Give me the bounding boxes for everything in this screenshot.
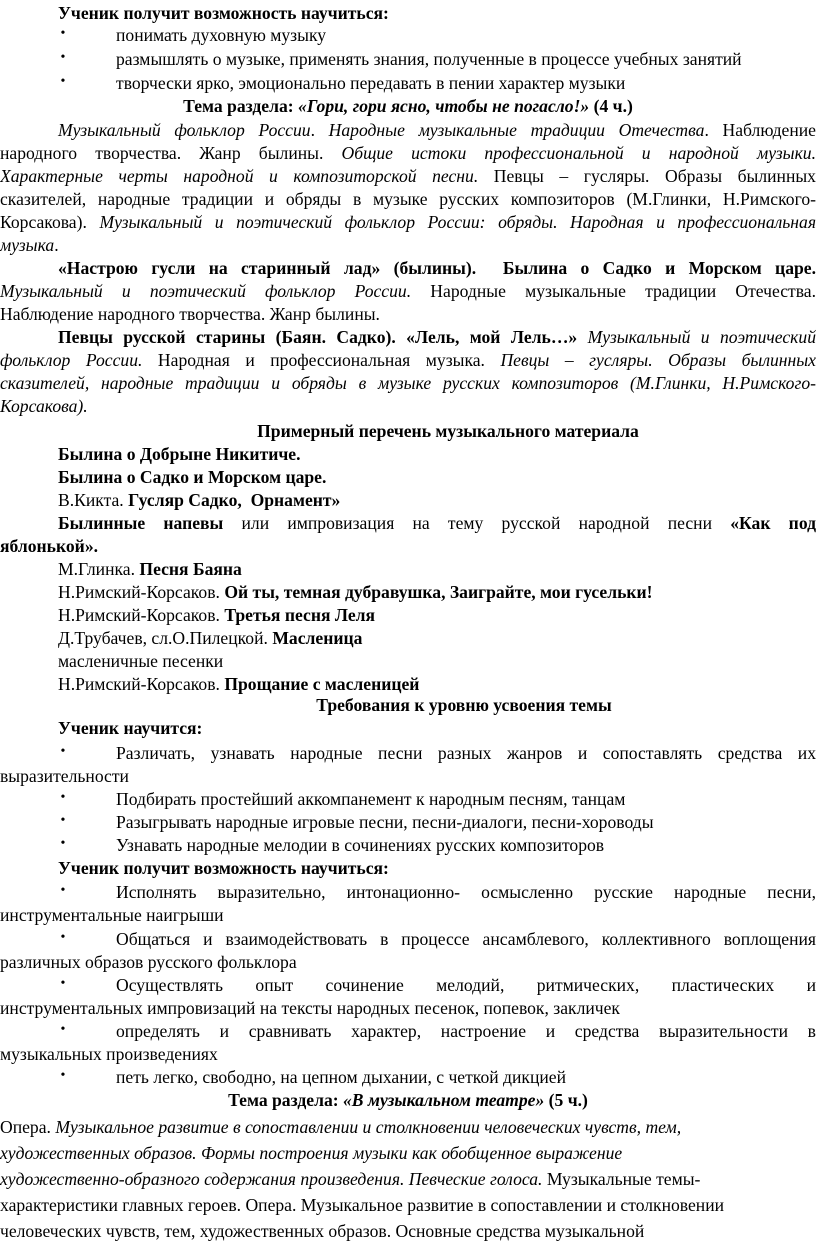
list-item: петь легко, свободно, на цепном дыхании, с четкой дикцией [116,1067,567,1087]
bullet-icon: • [60,930,66,945]
bullet-icon: • [60,813,66,828]
paragraph-line: музыка. [0,235,59,255]
bullet-icon: • [60,976,66,991]
paragraph-line: «Настрою гусли на старинный лад» (былины). Былина о Садко и Морском царе. [58,258,816,278]
paragraph-line: человеческих чувств, тем, художественных образов. Основные средства музыкальной [0,1221,645,1241]
list-item: определять и сравнивать характер, настроение и средства выразительности в [116,1021,816,1041]
section-topic-title: Тема раздела: «В музыкальном театре» (5 ч.) [228,1090,588,1110]
list-item: Исполнять выразительно, интонационно- осмысленно русские народные песни, [116,882,816,902]
heading-opportunity: Ученик получит возможность научиться: [58,3,389,23]
repertoire-item: В.Кикта. Гусляр Садко, Орнамент» [58,490,341,510]
heading-opportunity: Ученик получит возможность научиться: [58,858,389,878]
list-item: Различать, узнавать народные песни разных жанров и сопоставлять средства их [116,743,816,763]
bullet-icon: • [60,50,66,65]
bullet-icon: • [60,883,66,898]
requirements-heading: Требования к уровню усвоения темы [316,695,612,715]
paragraph-line: Корсакова). Музыкальный и поэтический фольклор России: обряды. Народная и профессиональная [0,212,816,232]
bullet-icon: • [60,26,66,41]
list-item: Подбирать простейший аккомпанемент к народным песням, танцам [116,789,626,809]
paragraph-line: Музыкальный фольклор России. Народные музыкальные традиции Отечества. Наблюдение [58,120,816,140]
list-item: творчески ярко, эмоционально передавать в пении характер музыки [116,73,626,93]
heading-will-learn: Ученик научится: [58,718,203,738]
list-item: Общаться и взаимодействовать в процессе ансамблевого, коллективного воплощения [116,929,816,949]
repertoire-item: Д.Трубачев, сл.О.Пилецкой. Масленица [58,628,363,648]
bullet-icon: • [60,744,66,759]
bullet-icon: • [60,1022,66,1037]
paragraph-line: сказителей, народные традиции и обряды в музыке русских композиторов (М.Глинки, Н.Римского- [0,189,816,209]
repertoire-item: Н.Римский-Корсаков. Ой ты, темная дубравушка, Заиграйте, мои гусельки! [58,582,653,602]
bullet-icon: • [60,1068,66,1083]
bullet-icon: • [60,836,66,851]
list-item: Разыгрывать народные игровые песни, песни-диалоги, песни-хороводы [116,812,654,832]
repertoire-heading: Примерный перечень музыкального материала [257,421,639,441]
paragraph-line: Певцы русской старины (Баян. Садко). «Лель, мой Лель…» Музыкальный и поэтический [58,327,816,347]
repertoire-item: масленичные песенки [58,651,224,671]
list-item-continuation: выразительности [0,766,129,786]
section-topic-title: Тема раздела: «Гори, гори ясно, чтобы не погасло!» (4 ч.) [183,96,633,116]
repertoire-item: Н.Римский-Корсаков. Третья песня Леля [58,605,376,625]
paragraph-line: характеристики главных героев. Опера. Музыкальное развитие в сопоставлении и столкновении [0,1195,725,1215]
list-item: Осуществлять опыт сочинение мелодий, ритмических, пластических и [116,975,816,995]
paragraph-line: народного творчества. Жанр былины. Общие истоки профессиональной и народной музыки. [0,143,816,163]
list-item-continuation: различных образов русского фольклора [0,952,297,972]
paragraph-line: сказителей, народные традиции и обряды в музыке русских композиторов (М.Глинки, Н.Римского- [0,373,816,393]
list-item: Узнавать народные мелодии в сочинениях русских композиторов [116,835,605,855]
repertoire-item: яблонькой». [0,536,99,556]
bullet-icon: • [60,74,66,89]
repertoire-item: М.Глинка. Песня Баяна [58,559,242,579]
paragraph-line: Опера. Музыкальное развитие в сопоставлении и столкновении человеческих чувств, тем, [0,1117,682,1137]
paragraph-line: Корсакова). [0,396,88,416]
list-item-continuation: инструментальных импровизаций на тексты народных песенок, попевок, закличек [0,998,620,1018]
repertoire-item: Былина о Садко и Морском царе. [58,467,327,487]
list-item: размышлять о музыке, применять знания, полученные в процессе учебных занятий [116,49,742,69]
paragraph-line: художественно-образного содержания произведения. Певческие голоса. Музыкальные темы- [0,1169,701,1189]
bullet-icon: • [60,790,66,805]
repertoire-item: Былина о Добрыне Никитиче. [58,444,301,464]
list-item-continuation: музыкальных произведениях [0,1044,218,1064]
paragraph-line: Музыкальный и поэтический фольклор России. Народные музыкальные традиции Отечества. [0,281,816,301]
paragraph-line: фольклор России. Народная и профессиональная музыка. Певцы – гусляры. Образы былинных [0,350,816,370]
list-item-continuation: инструментальные наигрыши [0,905,224,925]
paragraph-line: художественных образов. Формы построения музыки как обобщенное выражение [0,1143,623,1163]
repertoire-item: Н.Римский-Корсаков. Прощание с масленицей [58,674,420,694]
paragraph-line: Наблюдение народного творчества. Жанр былины. [0,304,380,324]
repertoire-item: Былинные напевы или импровизация на тему русской народной песни «Как под [58,513,816,533]
paragraph-line: Характерные черты народной и композиторской песни. Певцы – гусляры. Образы былинных [0,166,816,186]
list-item: понимать духовную музыку [116,25,327,45]
